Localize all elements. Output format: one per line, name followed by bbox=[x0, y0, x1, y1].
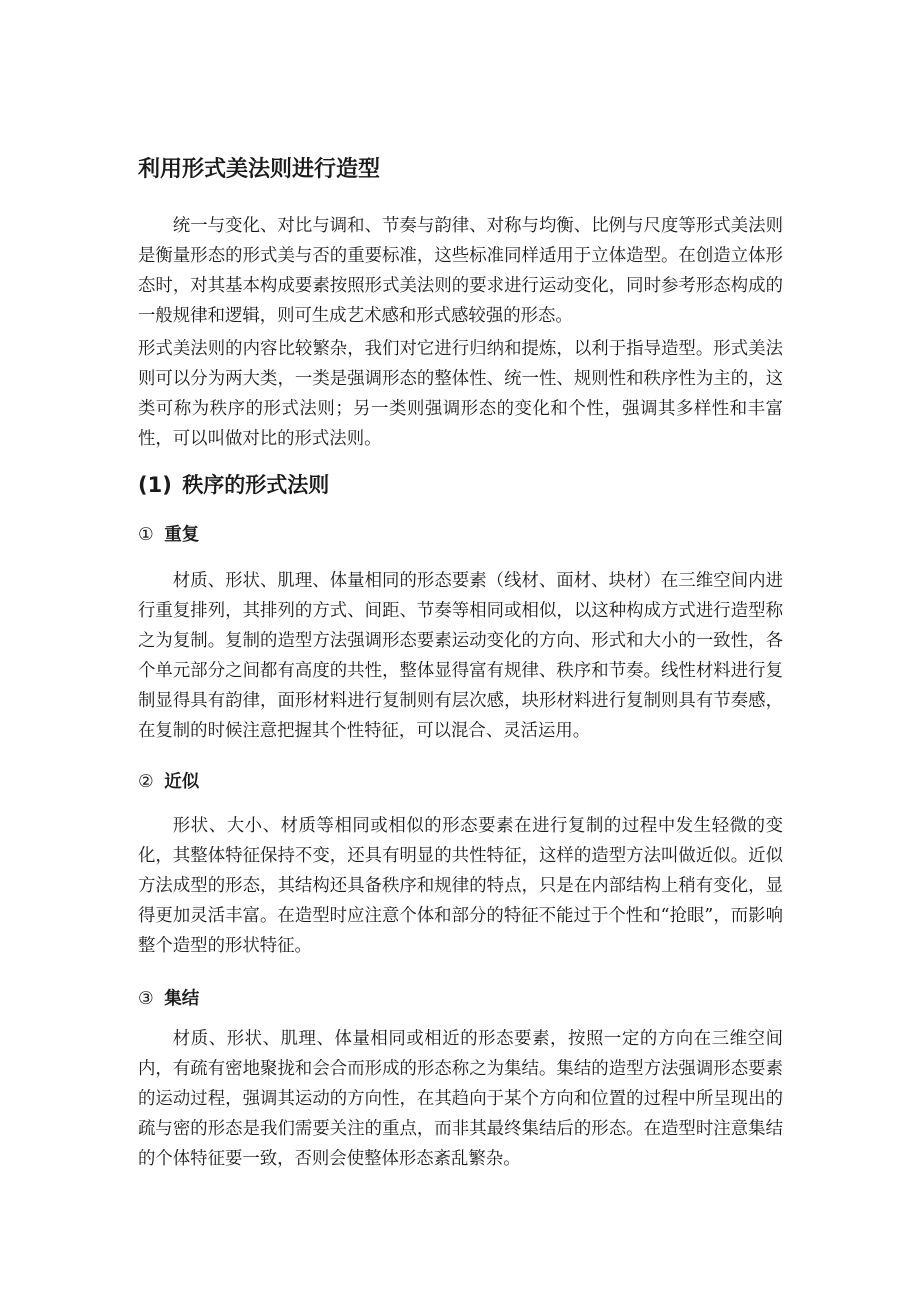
subsection-3-heading bbox=[138, 984, 783, 1014]
subsection-3-body: 材质、形状、肌理、体量相同或相近的形态要素，按照一定的方向在三维空间内，有疏有密地聚拢和会合而形成的形态称之为集结。集结的造型方法强调形态要素的运动过程，强调其运动的方向性，在其趋向于某个方向和位置的过程中所呈现出的疏与密的形态是我们需要关注的重点，而非其最终集结后的形态。在造型时注意集结的个体特征要一致，否则会使整体形态紊乱繁杂。 bbox=[138, 1029, 783, 1169]
subsection-gathering bbox=[138, 984, 783, 1174]
subsection-repetition bbox=[138, 520, 783, 746]
intro-paragraph-1: 统一与变化、对比与调和、节奏与韵律、对称与均衡、比例与尺度等形式美法则是衡量形态的形式美与否的重要标准，这些标准同样适用于立体造型。在创造立体形态时，对其基本构成要素按照形式美法则的要求进行运动变化，同时参考形态构成的一般规律和逻辑，则可生成艺术感和形式感较强的形态。 bbox=[138, 216, 783, 326]
document-title: 利用形式美法则进行造型 bbox=[138, 157, 381, 182]
subsection-2-body: 形状、大小、材质等相同或相似的形态要素在进行复制的过程中发生轻微的变化，其整体特征保持不变，还具有明显的共性特征，这样的造型方法叫做近似。近似方法成型的形态，其结构还具备秩序和规律的特点，只是在内部结构上稍有变化，显得更加灵活丰富。在造型时应注意个体和部分的特征不能过于个性和“抢眼”，而影响整个造型的形状特征。 bbox=[138, 816, 783, 956]
subsection-3-marker: ③ bbox=[138, 989, 154, 1009]
section-number: (1) bbox=[138, 473, 172, 497]
intro-paragraph-2: 形式美法则的内容比较繁杂，我们对它进行归纳和提炼，以利于指导造型。形式美法则可以分为两大类，一类是强调形态的整体性、统一性、规则性和秩序性为主的，这类可称为秩序的形式法则；另一类则强调形态的变化和个性，强调其多样性和丰富性，可以叫做对比的形式法则。 bbox=[138, 339, 783, 449]
subsection-2-title: 近似 bbox=[164, 772, 200, 792]
section-heading bbox=[138, 470, 783, 500]
subsection-similarity bbox=[138, 767, 783, 961]
subsection-1-body: 材质、形状、肌理、体量相同的形态要素（线材、面材、块材）在三维空间内进行重复排列，其排列的方式、间距、节奏等相同或相似，以这种构成方式进行造型称之为复制。复制的造型方法强调形态要素运动变化的方向、形式和大小的一致性，各个单元部分之间都有高度的共性，整体显得富有规律、秩序和节奏。线性材料进行复制显得具有韵律，面形材料进行复制则有层次感，块形材料进行复制则具有节奏感，在复制的时候注意把握其个性特征，可以混合、灵活运用。 bbox=[138, 571, 783, 741]
section-title: 秩序的形式法则 bbox=[182, 473, 330, 497]
subsection-2-marker: ② bbox=[138, 772, 154, 792]
subsection-3-title: 集结 bbox=[164, 989, 200, 1009]
subsection-1-title: 重复 bbox=[164, 525, 200, 545]
subsection-1-heading bbox=[138, 520, 783, 550]
subsection-1-marker: ① bbox=[138, 525, 154, 545]
subsection-2-heading bbox=[138, 767, 783, 797]
